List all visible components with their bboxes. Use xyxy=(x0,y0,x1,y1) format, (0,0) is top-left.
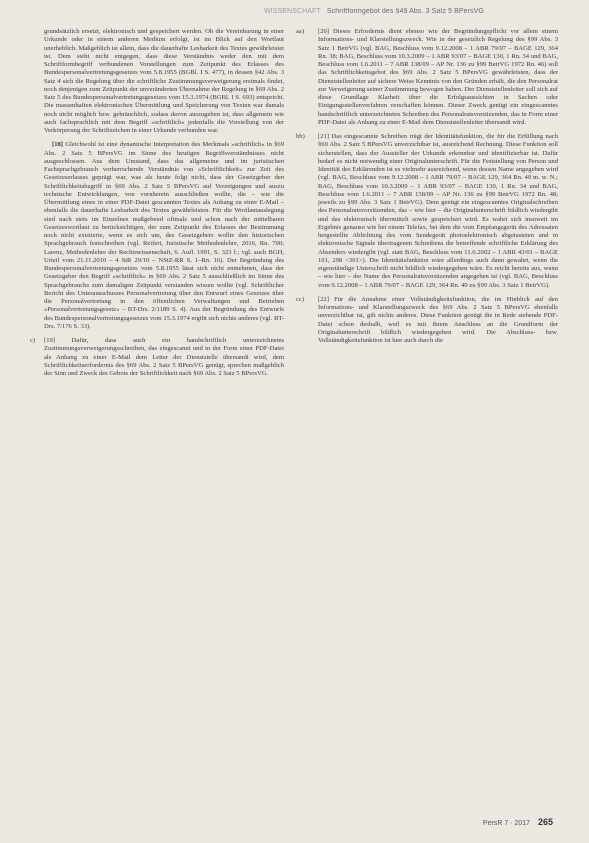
paragraph-17 xyxy=(44,28,284,135)
paragraph-text xyxy=(44,141,284,331)
paragraph-text: [19] Dafür, dass auch ein handschriftlich unterzeichnetes Zustimmungsverweigerungsschreiben, das eingescannt und in der Form einer PDF-Datei als Anhang zu einer E-Mail dem Leiter der Dienststelle übersandt wird, dem Schriftlichkeitserfordernis des §69 Abs. 2 Satz 5 BPersVG genügt, sprechen maßgeblich der Sinn und Zweck des Gebots der Schriftlichkeit nach §69 Abs. 2 Satz 5 BPersVG. xyxy=(44,337,284,377)
section-marker: c) xyxy=(30,337,36,344)
section-c xyxy=(30,337,284,378)
left-column xyxy=(30,28,284,384)
running-head xyxy=(264,8,549,15)
paragraph-text: [20] Dieses Erfordernis dient ebenso wie der Begründungspflicht vor allem einem Informations- und Klarstellungszweck. Wie in der gesetzlich Regelung des §99 Abs. 3 Satz 1 BetrVG (vgl. BAG, Beschluss vom 9.12.2008 – 1 ABR 79/07 – BAGE 129, 364 Rn. 38; BAG, Beschluss vom 10.3.2009 – 1 ABR 93/07 – BAGE 130, 1 Rn. 34 und BAG, Beschluss vom 1.6.2011 – 7 ABR 138/09 – AP Nr. 136 zu §99 BetrVG 1972 Rn. 46) soll das Schriftlichkeitsgebot des §69 Abs. 2 Satz 5 BPersVG gewährleisten, dass der Dienststellenleiter auf sichere Weise Kenntnis von den Gründen erhält, die den Personalrat zur Verweigerung seiner Zustimmung bewogen haben. Der Dienststellenleiter soll sich auf diese Grundlage Klarheit über die Erfolgsaussichten in Sachen oder Einigungsstellenverfahren verschaffen können. Dieser Zweck genügt ein eingescanntes handschriftlich unterzeichnetes Schreiben des Personalratsvorsitzenden, das in Form einer PDF-Datei als Anhang zu einer E-Mail dem Dienststellenleiter übersandt wird. xyxy=(318,28,558,126)
page-footer xyxy=(483,817,553,827)
section-bb xyxy=(296,133,558,290)
issue-label: PersR 7 · 2017 xyxy=(482,820,531,827)
page-number: 265 xyxy=(537,817,553,827)
right-column xyxy=(296,28,558,351)
paragraph-18 xyxy=(44,141,284,331)
paragraph-text: grundsätzlich ersetzt, elektronisch und gespeichert werden. Ob die Vereinbarung in einer Urkunde oder in einem anderen Medium erfolgt, ist im Blick auf den Wortlaut unerheblich. Maßgeblich ist allein, dass die dauerhafte Lesbarkeit des Textes gewährleistet ist. Dem steht nicht entgegen, dass diese Verständnis weder den mit dem Schriftformbegriff verbundenen Vorstellungen zum Zeitpunkt des Erlasses des Bundespersonalvertretungsgesetzes vom 5.8.1955 (BGBl. I S. 477), in dessen §42 Abs. 3 Satz 4 sich die Regelung über die schriftliche Zustimmungsverweigerung erstmals findet, noch denjenigen zum Zeitpunkt der unveränderten Übernahme der Regelung in §69 Abs. 2 Satz 5 des Bundespersonalvertretungsgesetzes vom 15.3.1974 (BGBl. I S. 693) entspricht. Die massenhaften elektronischen Übermittlung und Speicherung von Texten war damals noch nicht möglich bzw. gebräuchlich, sodass davon auszugehen ist, dass allgemein wie auch fachsprachlich mit dem Begriff »schriftlich« jedenfalls die Vorstellung von der Verkörperung der Schriftzeichen in einer Urkunde verbunden war. xyxy=(44,28,284,134)
paragraph-body: Gleichwohl ist eine dynamische Interpretation des Merkmals »schriftlich« in §69 Abs. 2 Satz 5 BPersVG im Sinne des heutigen Begriffsverständnisses nicht ausgeschlossen. Aus dem Umstand, dass das allgemeine und im juristischen Fachsprachgebrauch vorherrschende Verständnis von »Schriftlichkeit« zur Zeit des Gesetzeserlasses geprägt war, was als heute folgt nicht, dass der Gesetzgeber den Schriftlichkeitsbegriff in §69 Abs. 2 Satz 5 BPersVG auf Verzeigungen und auszu technische Entwicklungen, von vornherein ausschließen wollte, die – wie die Übermittlung eines in einer PDF-Datei gescannten Textes als Anhang zu einer E-Mail – ebenfalls die dauerhafte Lesbarkeit des Textes gewährleisten. Für die Wortlautauslegung sind nach stets im Einzelnes maßgebend oftmals und schon nach der mittelbaren Gesetzeswortlaut zu berücksichtigen, der zum Zeitpunkt des Erlasses der Bestimmung noch nicht existierte, wenn es sich um, des Gesetzgebers wollte den historischen Sprachgebrauch festschreiben (vgl. Reifert, Juristische Methodenlehre, 2016, Rn. 700; Larenz, Methodenlehre der Rechtswissenschaft, 6. Aufl. 1991, S. 323 f.; vgl. auch BGH, Urteil vom 21.11.2010 – 4 StR 29/10 – NStZ-RR S. 1–Rn. 16). Der Begründung des Bundespersonalvertretungsgesetzes vom 5.8.1955 lässt sich nicht entnehmen, dass der Gesetzgeber den Begriff »schriftlich« in §69 Abs. 2 Satz 5 ausschließlich im Sinne des Sprachgebrauchs zum damaligen Zeitpunkt verstanden wissen wollte (vgl. Schriftlicher Bericht des Unterausschusses Personalvertretung über den Entwurf eines Gesetzes über die Personalvertretung in den öffentlichen Verwaltungen und Betrieben »Personalvertretungsgesetz« – BT-Drs. 2/1189 S. 4). Aus der Begründung des Entwurfs des Bundespersonalvertretungsgesetzes vom 15.3.1974 ergibt sich nichts anderes (vgl. BT-Drs. 7/176 S. 33). xyxy=(44,141,284,330)
section-aa xyxy=(296,28,558,127)
running-head-section: WISSENSCHAFT xyxy=(264,8,321,15)
paragraph-text: [21] Das eingescannte Schreiben trägt der Identitätsfunktion, die für die Erfüllung nach §69 Abs. 2 Satz 5 BPersVG unverzichtbar ist, ausreichend Rechnung. Diese Funktion soll sicherstellen, dass der Aussteller der Urkunde erkennbar und identifizierbar ist. Dafür bedarf es nicht notwendig einer Originalunterschrift. Für die Feststellung von Person und Identität des Erklärenden ist es vielmehr ausreichend, wenn dessen Name angegeben wird (vgl. BAG, Beschluss vom 9.12.2008 – 1 ABR 79/07 – BAGE 129, 364 Rn. 40 m. w. N.; BAG, Beschluss vom 10.3.2009 – 1 ABR 93/07 – BAGE 130, 1 Rn. 34 und BAG, Beschluss vom 1.6.2011 – 7 ABR 138/09 – AP Nr. 136 zu §99 BetrVG 1972 Rn. 48; jeweils zu §99 Abs. 3 Satz 1 BetrVG). Dem genügt ein eingescanntes Originalschreiben des Personalratsvorsitzenden, das – wie hier – die Originalunterschrift bildlich wiedergibt und das elektronisch übermittelt sowie gespeichert wird. Es wahrt sich insoweit im Ergebnis genauso wie bei einem Telefax, bei dem die vom Empfangsgerät des Adressaten hergestellte Ablichtung des vom Sendegerät photoelektronisch abgetasteten und in elektronische Signale übertragenen Schreibens die betreffende schriftliche Erklärung des Absenders wiedergibt (vgl. statt BAG, Beschluss vom 11.6.2002 – 1 ABR 43/01 – BAGE 101, 298 <301>). Die Identitätsfunktion wäre allerdings auch dann gewahrt, wenn die eigenständige Unterschrift nicht bildlich wiedergegeben wäre. Es reicht bereits aus, wenn – wie hier – der Name des Personalratsvorsitzenden angegeben ist (vgl. BAG, Beschluss vom 9.12.2008 – 1 ABR 79/07 – BAGE 129, 364 Rn. 40 zu §99 Abs. 3 Satz 1 BetrVG). xyxy=(318,133,558,289)
running-head-title: Schriftformgebot des §49 Abs. 3 Satz 5 BPersVG xyxy=(326,8,484,15)
paragraph-number: [18] xyxy=(52,141,63,149)
section-marker: aa) xyxy=(296,28,305,35)
section-marker: cc) xyxy=(296,295,305,303)
section-cc xyxy=(296,295,558,346)
paragraph-text: [22] Für die Annahme einer Vollständigkeitsfunktion, die im Hinblick auf den Informations- und Klarstellungszweck des §69 Abs. 2 Satz 5 BPersVG ebenfalls unverzichtbar ist, gilt nichts anderes. Diese Funktion genügt die in Rede stehende PDF-Datei schon deshalb, weil es mit ihrem Anschluss an die Grundform der Originalunterschrift bildlich wiedergegeben wird. Die Abschluss- bzw. Vollständigkeitsfunktion ist hier auch durch die xyxy=(318,295,558,344)
section-marker: bb) xyxy=(296,133,305,140)
